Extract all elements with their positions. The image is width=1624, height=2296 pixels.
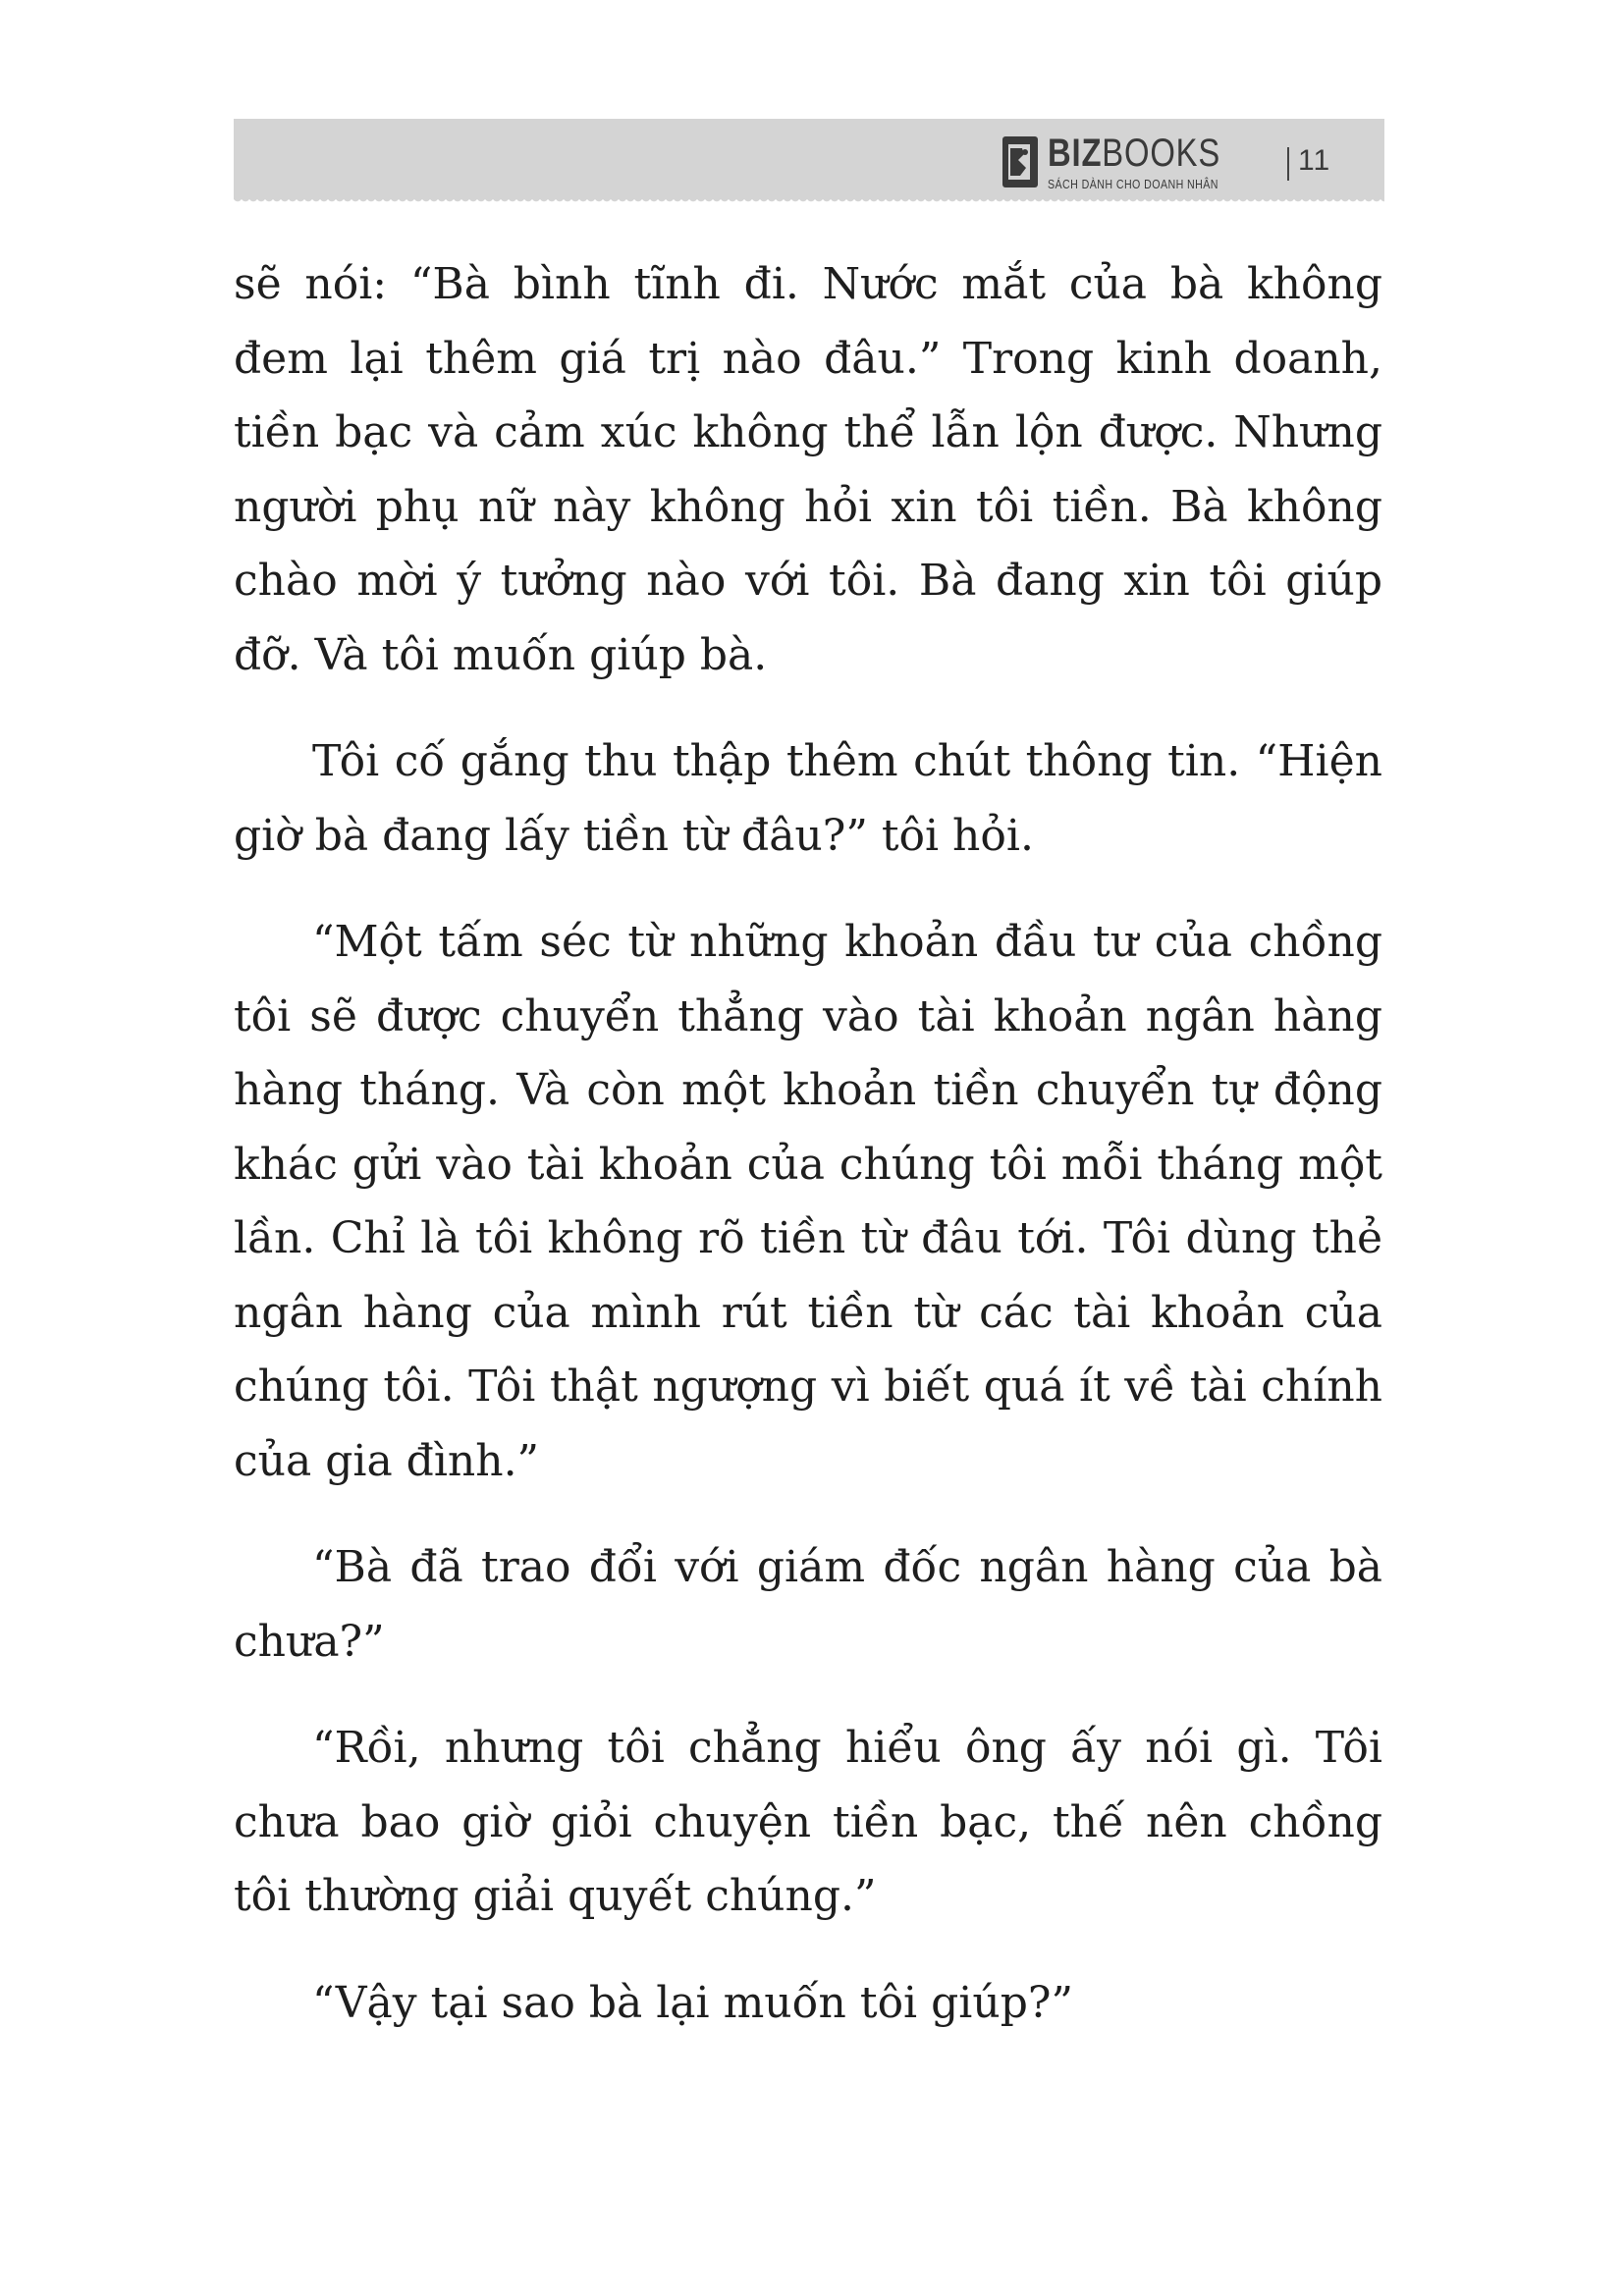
brand-name-primary: BIZ	[1048, 132, 1103, 175]
paragraph: “Bà đã trao đổi với giám đốc ngân hàng của bà chưa?”	[234, 1542, 1382, 1667]
paragraph: sẽ nói: “Bà bình tĩnh đi. Nước mắt của bà không đem lại thêm giá trị nào đâu.” Trong kinh doanh, tiền bạc và cảm xúc không thể lẫn lộn được. Nhưng người phụ nữ này không hỏi xin tôi tiền. Bà không chào mời ý tưởng nào với tôi. Bà đang xin tôi giúp đỡ. Và tôi muốn giúp bà.	[234, 259, 1382, 680]
page-number-divider	[1287, 147, 1289, 181]
brand-name-secondary: BOOKS	[1102, 132, 1221, 175]
publisher-brand	[1001, 129, 1259, 195]
paragraph: Tôi cố gắng thu thập thêm chút thông tin. “Hiện giờ bà đang lấy tiền từ đâu?” tôi hỏi.	[234, 736, 1382, 861]
paragraph: “Một tấm séc từ những khoản đầu tư của chồng tôi sẽ được chuyển thẳng vào tài khoản ngân hàng hàng tháng. Và còn một khoản tiền chuyển tự động khác gửi vào tài khoản của chúng tôi mỗi tháng một lần. Chỉ là tôi không rõ tiền từ đâu tới. Tôi dùng thẻ ngân hàng của mình rút tiền từ các tài khoản của chúng tôi. Tôi thật ngượng vì biết quá ít về tài chính của gia đình.”	[234, 917, 1382, 1486]
brand-tagline: SÁCH DÀNH CHO DOANH NHÂN	[1048, 177, 1218, 191]
brand-name	[1048, 133, 1220, 173]
paragraph: “Rồi, nhưng tôi chẳng hiểu ông ấy nói gì. Tôi chưa bao giờ giỏi chuyện tiền bạc, thế nên chồng tôi thường giải quyết chúng.”	[234, 1723, 1382, 1921]
body-text	[234, 247, 1382, 2072]
paragraph: “Vậy tại sao bà lại muốn tôi giúp?”	[312, 1977, 1073, 2028]
page-number: 11	[1298, 144, 1331, 177]
bizbooks-logo-icon	[1001, 131, 1040, 193]
